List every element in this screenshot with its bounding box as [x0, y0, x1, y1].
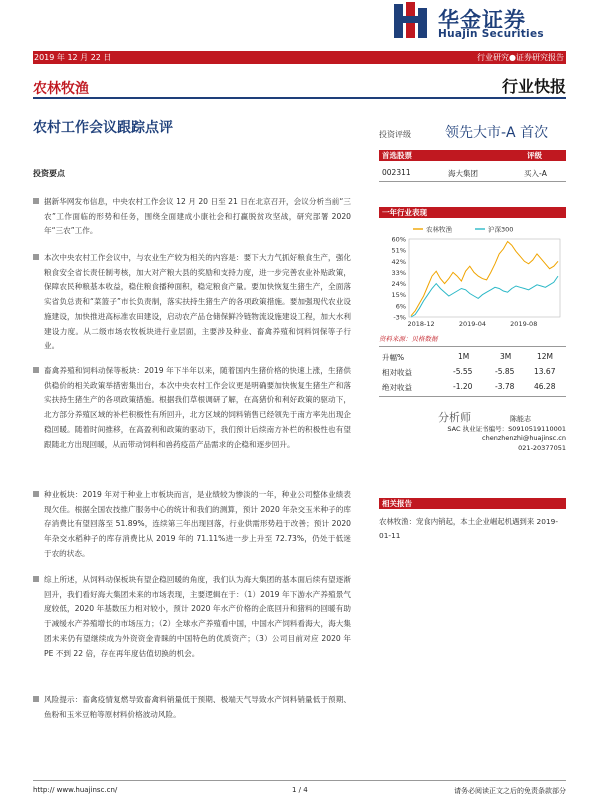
y-tick-label: 33% [391, 268, 406, 277]
y-tick-label: 42% [391, 257, 406, 266]
huajin-logo-icon [392, 0, 430, 40]
analyst-email[interactable]: chenzhenzhi@huajinsc.cn [482, 434, 566, 442]
paragraph [33, 195, 351, 239]
paragraph-text: 畜禽养殖和饲料动保等板块：2019 年下半年以来，随着国内生猪价格的快速上涨，生猪供供稳价的相关政策举措密集出台，本次中央农村工作会议更是明确要加快恢复生猪生产和落实扶持生猪生产的各项政策措施。根据我们草根调研了解，在高猪价和利好政策的驱动下，北方部分养殖区域的补栏积极性有所回升，北方区域的饲料销售已经领先于南方率先出现企稳回暖。随着时间推移，在高盈利和政策的驱动下，我们预计后续南方补栏的积极性也有望跟随北方出现回暖，从而带动饲料和兽药疫苗产品需求的企稳和逐步回升。 [44, 366, 351, 449]
brand-name-cn: 华金证券 [438, 8, 526, 32]
paragraph-text: 风险提示：畜禽疫情复燃导致畜禽料销量低于预期、极端天气导致水产饲料销量低于预期、鱼粉和玉米豆粕等原材料价格波动风险。 [44, 695, 351, 719]
perf-cell: -1.20 [453, 382, 473, 391]
series-line-0 [411, 242, 558, 316]
y-tick-label: 60% [391, 235, 406, 244]
bullet-icon [33, 491, 39, 497]
footer-divider [33, 780, 566, 781]
report-type: 行业快报 [501, 77, 566, 96]
rating-col-header: 评级 [527, 151, 542, 160]
perf-cell: 46.28 [534, 382, 556, 391]
report-title: 农村工作会议跟踪点评 [33, 120, 173, 136]
perf-cell: -5.55 [453, 367, 473, 376]
paragraph-text: 综上所述，从饲料动保板块有望企稳回暖的角度，我们认为海大集团的基本面后续有望逐渐回升，我们看好海大集团未来的市场表现，主要逻辑在于：（1）2019 年下游水产养殖景气度较低，2020 年基数压力相对较小，预计 2020 年水产价格的企底回升和猪料的回暖有助于减缓水产养殖增长的市场压力；（2）全球水产养殖看中国，中国水产饲料看海大，海大集团未来仍有望继续成为外资资金青睐的中国特色的优质资产；（3）公司目前对应 2020 年 PE 不到 22 倍，存在再年度估值切换的机会。 [44, 575, 351, 658]
chart-source: 资料来源：贝格数据 [379, 335, 438, 343]
x-tick-label: 2018-12 [407, 320, 435, 328]
paragraph-text: 据新华网发布信息，中央农村工作会议 12 月 20 日至 21 日在北京召开，会议分析当前“三农”工作面临的形势和任务，围绕全面建成小康社会和打赢脱贫攻坚战，研究部署 2020 年“三农”工作。 [44, 197, 351, 236]
paragraph [33, 488, 351, 562]
perf-table-top [379, 346, 566, 347]
invest-points-heading: 投资要点 [33, 169, 65, 178]
stock-table-divider [379, 181, 566, 182]
bullet-icon [33, 367, 39, 373]
footer-url[interactable]: http:// www.huajinsc.cn/ [33, 786, 118, 794]
perf-table-bottom [379, 396, 566, 397]
perf-header-label: 升幅% [382, 353, 405, 362]
rating-value: 领先大市-A 首次 [445, 125, 549, 141]
perf-header-3m: 3M [500, 352, 512, 361]
header-divider [33, 97, 566, 99]
paragraph-text: 种业板块：2019 年对于种业上市板块而言，是业绩较为惨淡的一年，种业公司整体业绩表现欠佳。根据全国农技推广服务中心的统计和我们的测算，预计 2020 年杂交玉米种子的库存消费比有望回落至 51.89%，连续第三年出现回落，行业供需形势趋于改善；预计 2020 年杂交水稻种子的库存消费比从 2019 年的 71.11%进一步上升至 72.73%，仍处于低迷于农的状态。 [44, 490, 351, 558]
chart-title: 一年行业表现 [382, 208, 427, 217]
stock-name: 海大集团 [448, 169, 478, 178]
brand-name-en: Huajin Securities [438, 28, 544, 40]
paragraph [33, 693, 351, 722]
perf-row-label: 绝对收益 [382, 383, 412, 392]
analyst-cert: SAC 执业证书编号：S0910519110001 [447, 425, 566, 433]
x-tick-label: 2019-04 [458, 320, 487, 328]
bullet-icon [33, 254, 39, 260]
x-tick-label: 2019-08 [510, 320, 538, 328]
y-tick-label: 24% [391, 280, 406, 289]
y-tick-label: 15% [391, 291, 406, 300]
stock-col-header: 首选股票 [382, 151, 412, 160]
legend-label-0: 农林牧渔 [426, 225, 452, 234]
y-tick-label: -3% [393, 313, 406, 322]
perf-header-1m: 1M [458, 352, 470, 361]
perf-row-label: 相对收益 [382, 368, 412, 377]
paragraph [33, 573, 351, 661]
y-tick-label: 6% [395, 302, 406, 311]
y-tick-label: 51% [391, 246, 406, 255]
bullet-icon [33, 198, 39, 204]
analyst-name: 陈能志 [510, 415, 531, 423]
stock-code: 002311 [382, 168, 411, 177]
footer-disclaimer: 请务必阅读正文之后的免责条款部分 [454, 787, 566, 795]
page-number: 1 / 4 [292, 786, 308, 794]
report-date: 2019 年 12 月 22 日 [34, 53, 112, 62]
rating-label: 投资评级 [379, 130, 411, 139]
report-category: 行业研究●证券研究报告 [477, 53, 564, 62]
stock-rating: 买入-A [524, 169, 547, 178]
perf-header-12m: 12M [537, 352, 554, 361]
perf-cell: 13.67 [534, 367, 556, 376]
paragraph [33, 251, 351, 354]
paragraph [33, 364, 351, 452]
perf-cell: -5.85 [495, 367, 515, 376]
perf-cell: -3.78 [495, 382, 515, 391]
bullet-icon [33, 696, 39, 702]
analyst-role: 分析师 [438, 411, 471, 424]
sector-title: 农林牧渔 [33, 81, 89, 97]
related-heading: 相关报告 [382, 499, 412, 508]
bullet-icon [33, 576, 39, 582]
legend-label-1: 沪深300 [488, 225, 514, 234]
industry-performance-chart [379, 221, 566, 331]
analyst-phone: 021-20377051 [518, 444, 566, 452]
related-report-link[interactable]: 农林牧渔：宠食内销起，本土企业崛起机遇到来 2019-01-11 [379, 517, 559, 540]
series-line-1 [411, 276, 558, 317]
paragraph-text: 本次中央农村工作会议中，与农业生产较为相关的内容是：要下大力气抓好粮食生产，强化粮食安全省长责任制考核，加大对产粮大县的奖励和支持力度，进一步完善农业补贴政策，保障农民种粮基本收益，稳住粮食播种面积，稳定粮食产量。要加快恢复生猪生产，全面落实省负总责和“菜篮子”市长负责制，落实扶持生猪生产的各项政策措施。要加强现代农业设施建设，加快推进高标准农田建设，启动农产品仓储保鲜冷链物流设施建设工程，加大水利建设力度。从二级市场农牧板块进行业层面，主要涉及种业、畜禽养殖和饲料饲保等子行业。 [44, 253, 351, 351]
